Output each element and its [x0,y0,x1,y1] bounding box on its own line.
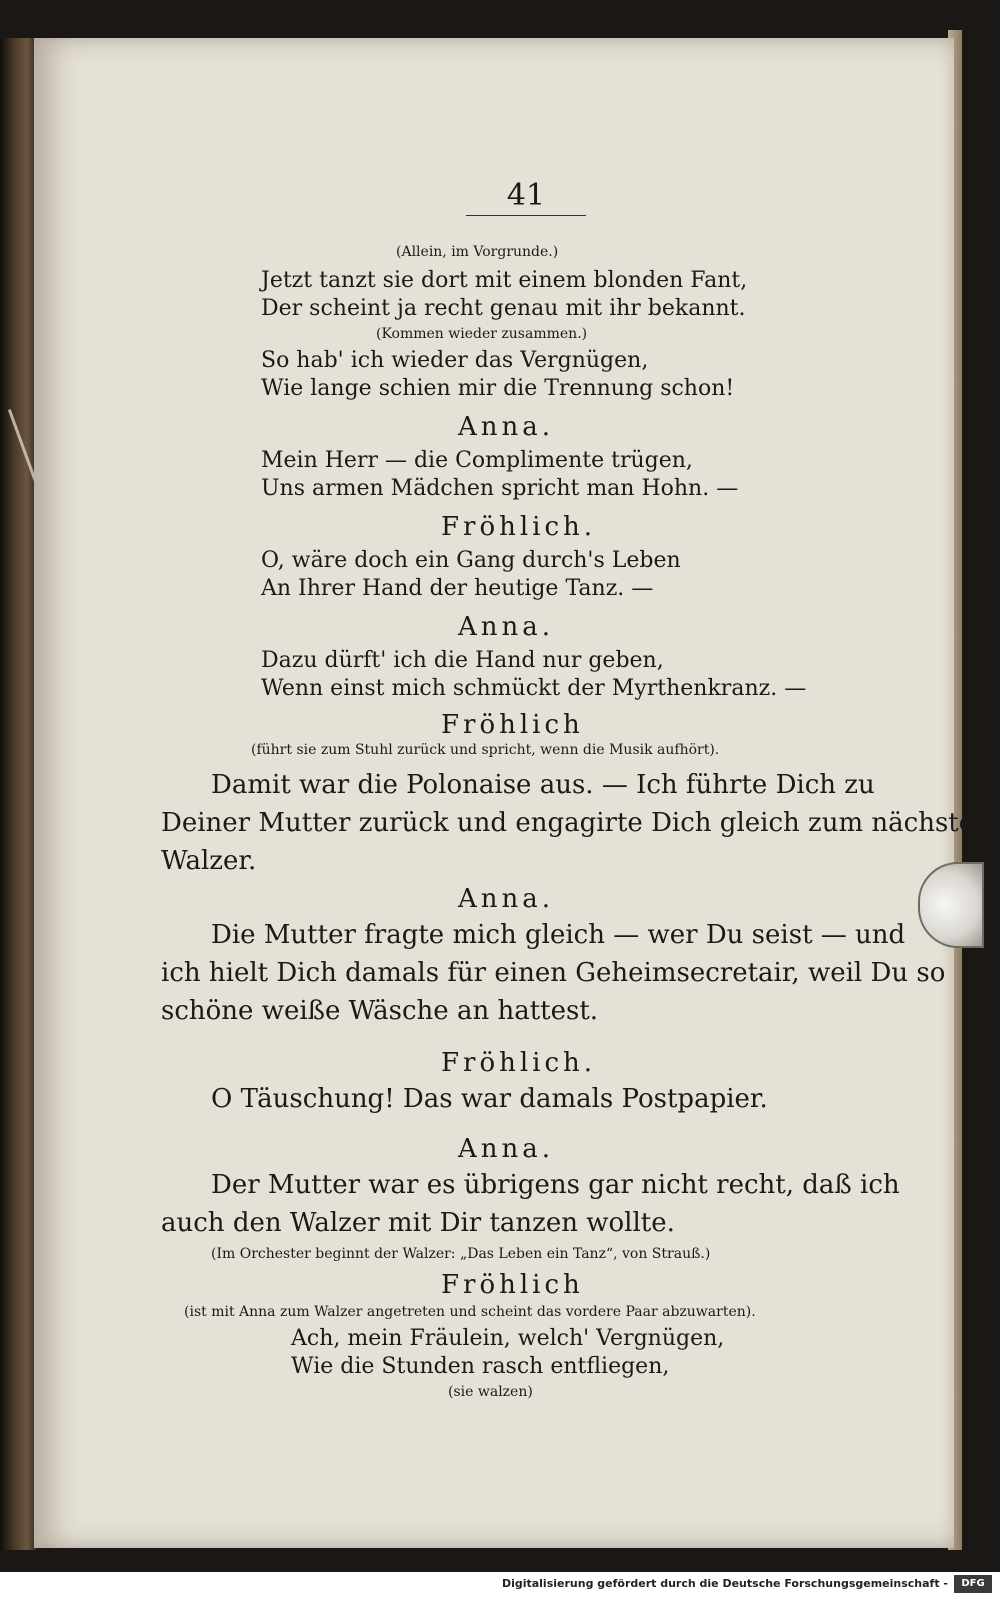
verse-line: Jetzt tanzt sie dort mit einem blonden Fant, [261,268,748,293]
stage-direction: (Kommen wieder zusammen.) [376,326,588,342]
verse-line: O, wäre doch ein Gang durch's Leben [261,548,681,573]
verse-line: Dazu dürft' ich die Hand nur geben, [261,648,664,673]
paper-clip [918,862,984,948]
speaker-name: Anna. [458,1134,555,1164]
verse-line: An Ihrer Hand der heutige Tanz. — [261,576,654,601]
book-page [34,38,991,1548]
page-number: 41 [466,178,586,216]
dfg-logo: DFG [954,1575,992,1593]
funding-notice: Digitalisierung gefördert durch die Deutsche Forschungsgemeinschaft - [501,1577,948,1590]
verse-line: Der scheint ja recht genau mit ihr bekannt. [261,296,746,321]
verse-line: Wie die Stunden rasch entfliegen, [291,1354,670,1379]
stage-direction: (führt sie zum Stuhl zurück und spricht, wenn die Musik aufhört). [251,742,720,758]
verse-line: So hab' ich wieder das Vergnügen, [261,348,649,373]
speaker-name: Anna. [458,612,555,642]
prose-line: schöne weiße Wäsche an hattest. [161,996,599,1026]
prose-line: auch den Walzer mit Dir tanzen wollte. [161,1208,675,1238]
verse-line: Ach, mein Fräulein, welch' Vergnügen, [291,1326,725,1351]
stage-direction: (ist mit Anna zum Walzer angetreten und scheint das vordere Paar abzuwarten). [184,1304,756,1320]
prose-line: O Täuschung! Das war damals Postpapier. [211,1084,768,1114]
speaker-name: Fröhlich [441,1270,584,1300]
speaker-name: Anna. [458,884,555,914]
verse-line: Wie lange schien mir die Trennung schon! [261,376,735,401]
prose-line: ich hielt Dich damals für einen Geheimsecretair, weil Du so [161,958,946,988]
stage-direction: (Im Orchester beginnt der Walzer: „Das Leben ein Tanz“, von Strauß.) [211,1246,711,1262]
stage-direction: (sie walzen) [448,1384,533,1400]
footer-bar [0,1572,1000,1597]
prose-line: Die Mutter fragte mich gleich — wer Du seist — und [211,920,906,950]
stage-direction: (Allein, im Vorgrunde.) [396,244,559,260]
book-spine-edge [0,38,36,1550]
speaker-name: Anna. [458,412,555,442]
speaker-name: Fröhlich. [441,1048,597,1078]
prose-line: Deiner Mutter zurück und engagirte Dich gleich zum nächsten [161,808,991,838]
speaker-name: Fröhlich [441,710,584,740]
prose-line: Damit war die Polonaise aus. — Ich führte Dich zu [211,770,875,800]
verse-line: Uns armen Mädchen spricht man Hohn. — [261,476,739,501]
verse-line: Mein Herr — die Complimente trügen, [261,448,693,473]
speaker-name: Fröhlich. [441,512,597,542]
prose-line: Walzer. [161,846,257,876]
verse-line: Wenn einst mich schmückt der Myrthenkranz. — [261,676,807,701]
prose-line: Der Mutter war es übrigens gar nicht recht, daß ich [211,1170,900,1200]
